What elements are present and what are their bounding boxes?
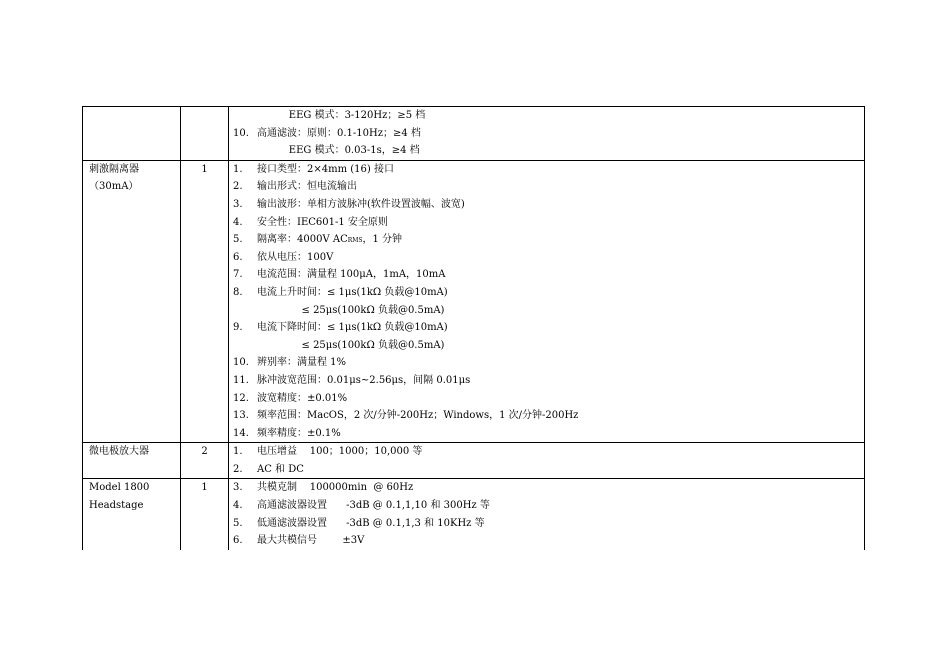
spec-line-text: 隔离率：4000V AC [257,234,348,246]
spec-line-number: 14. [233,427,249,439]
item-qty-cell [181,479,229,550]
spec-line [229,390,864,408]
spec-line [229,266,864,284]
spec-line-text: 接口类型：2×4mm (16) 接口 [257,163,394,175]
item-qty: 2 [201,446,208,458]
spec-line-text: 高通滤波器设置 -3dB @ 0.1,1,10 和 300Hz 等 [257,500,490,512]
spec-line [229,161,864,179]
spec-line-number: 9. [233,322,243,334]
spec-line-text: 输出形式：恒电流输出 [257,181,357,193]
spec-line-text: 电流范围：满量程 100μA，1mA，10mA [257,269,446,281]
spec-cell [229,479,865,550]
spec-line-subscript: RMS [347,237,363,245]
spec-line [229,372,864,390]
spec-line-text: 电压增益 100；1000；10,000 等 [257,446,423,458]
equipment-spec-table [82,106,865,550]
spec-cell [229,443,865,479]
spec-line-indent [257,340,302,351]
spec-line-indent [257,110,289,121]
spec-line-text: ≤ 25μs(100kΩ 负载@0.5mA) [301,304,445,316]
spec-line-text: EEG 模式：3-120Hz；≥5 档 [288,110,426,121]
spec-line [229,284,864,302]
item-name-cell [83,443,181,479]
spec-line-number: 11. [233,374,249,386]
spec-line-text: 最大共模信号 ±3V [257,535,365,547]
spec-line [229,125,864,143]
spec-line-number: 3. [233,198,243,210]
spec-line-number: 6. [233,251,243,263]
spec-line [229,497,864,515]
spec-line-indent [257,145,289,156]
spec-line-number: 10. [233,357,249,369]
spec-line [229,354,864,372]
item-name-cell [83,107,181,161]
item-qty-cell [181,160,229,443]
spec-line-number: 13. [233,410,249,422]
item-name: 微电极放大器 [89,446,149,458]
spec-line-text: ≤ 25μs(100kΩ 负载@0.5mA) [301,339,445,351]
item-qty: 1 [201,163,208,175]
spec-line [229,214,864,232]
spec-row [83,160,865,443]
spec-line-text: AC 和 DC [257,463,304,475]
spec-line-text: 输出波形：单相方波脉冲(软件设置波幅、波宽) [257,198,465,210]
item-qty-cell [181,107,229,161]
spec-line-text: 依从电压：100V [257,251,334,263]
spec-line-number: 7. [233,269,243,281]
spec-line-number: 8. [233,286,243,298]
spec-line-text: 高通滤波：原则：0.1-10Hz；≥4 档 [257,127,421,139]
spec-line-text: 共模克制 100000min @ 60Hz [257,482,414,494]
spec-line-text: 脉冲波宽范围：0.01μs~2.56μs，间隔 0.01μs [257,374,471,386]
spec-line [229,178,864,196]
item-name: 刺激隔离器 （30mA） [89,163,139,193]
spec-line-number: 1. [233,163,243,175]
spec-line [229,249,864,267]
spec-line-number: 5. [233,234,243,246]
spec-cell [229,160,865,443]
spec-line [229,337,864,355]
spec-line [229,196,864,214]
spec-line-number: 4. [233,216,243,228]
spec-line [229,461,864,479]
spec-line-number: 4. [233,500,243,512]
spec-line [229,407,864,425]
item-qty-cell [181,443,229,479]
spec-row [83,443,865,479]
spec-line [229,479,864,497]
spec-line-number: 6. [233,535,243,547]
item-name: Model 1800 Headstage [89,482,150,512]
spec-line-text: 辨别率：满量程 1% [257,357,347,369]
spec-line [229,443,864,461]
spec-line [229,319,864,337]
spec-line-text: 频率范围：MacOS，2 次/分钟-200Hz；Windows，1 次/分钟-200Hz [257,410,579,422]
spec-line-number: 5. [233,517,243,529]
spec-line [229,142,864,160]
spec-line-number: 1. [233,446,243,458]
spec-line [229,302,864,320]
spec-line-number: 12. [233,392,249,404]
spec-line-text: 低通滤波器设置 -3dB @ 0.1,1,3 和 10KHz 等 [257,517,485,529]
spec-line-number: 2. [233,181,243,193]
spec-line [229,107,864,125]
spec-line-indent [257,305,302,316]
spec-row [83,107,865,161]
spec-row [83,479,865,550]
spec-line-text: 电流上升时间：≤ 1μs(1kΩ 负载@10mA) [257,286,448,298]
spec-line-number: 10. [233,127,249,139]
item-name-cell [83,160,181,443]
spec-line-text: 波宽精度：±0.01% [257,392,348,404]
spec-line-text: 安全性：IEC601-1 安全原则 [257,216,388,228]
spec-line-number: 2. [233,463,243,475]
spec-line-suffix: ，1 分钟 [362,234,403,246]
spec-line [229,231,864,249]
spec-cell [229,107,865,161]
spec-line-text: 电流下降时间：≤ 1μs(1kΩ 负载@10mA) [257,322,448,334]
spec-line-text: EEG 模式：0.03-1s，≥4 档 [288,145,420,157]
item-qty: 1 [201,482,208,494]
spec-line [229,532,864,550]
spec-line-text: 频率精度：±0.1% [257,427,341,439]
item-name-cell [83,479,181,550]
spec-line-number: 3. [233,482,243,494]
spec-line [229,515,864,533]
spec-line [229,425,864,443]
